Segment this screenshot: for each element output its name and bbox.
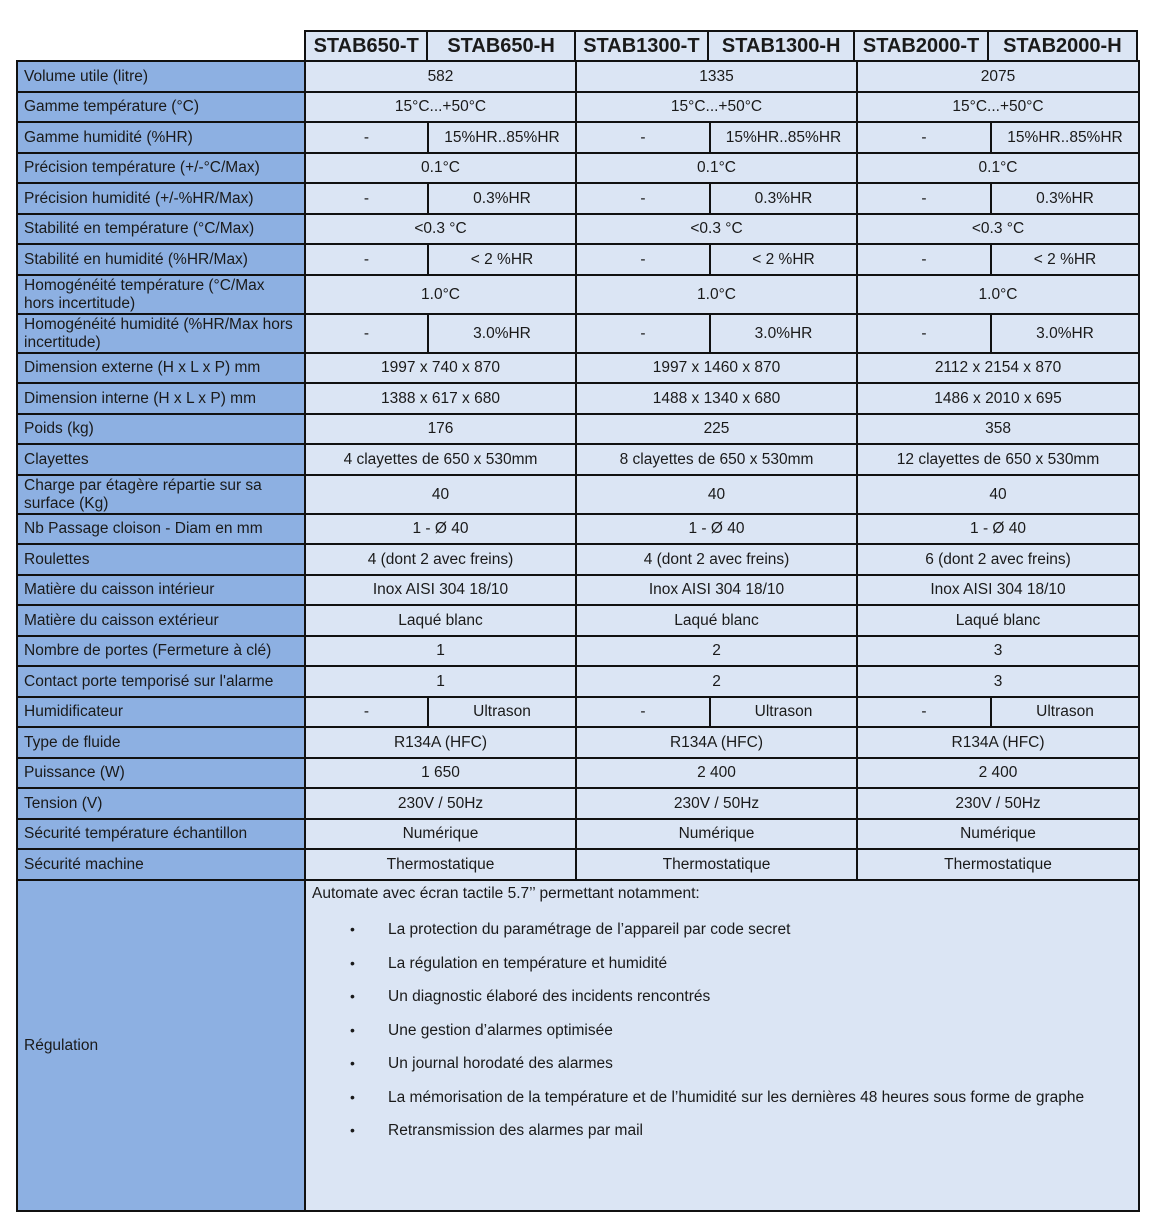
table-row <box>17 214 1139 244</box>
cell-value: 15°C...+50°C <box>576 92 857 122</box>
cell-value: 40 <box>576 475 857 514</box>
model-header-stab1300-h: STAB1300-H <box>709 32 855 60</box>
table-row <box>17 819 1139 849</box>
table-row <box>17 475 1139 514</box>
row-label-nombre-de-portes-fermeture-a-cle: Nombre de portes (Fermeture à clé) <box>17 636 305 666</box>
bullet-icon: • <box>350 1021 355 1038</box>
cell-value: 0.1°C <box>576 153 857 183</box>
row-label-regulation: Régulation <box>17 880 305 1211</box>
cell-value: 1.0°C <box>305 275 576 314</box>
table-row <box>17 727 1139 758</box>
list-item-text: Retransmission des alarmes par mail <box>388 1122 643 1139</box>
cell-value: 0.3%HR <box>428 183 576 214</box>
model-header-stab2000-t: STAB2000-T <box>855 32 988 60</box>
cell-value: 1486 x 2010 x 695 <box>857 383 1139 414</box>
cell-value: 15°C...+50°C <box>305 92 576 122</box>
list-item <box>312 1047 1132 1081</box>
cell-value: 40 <box>305 475 576 514</box>
cell-value: - <box>576 183 710 214</box>
table-row <box>17 697 1139 727</box>
row-label-matiere-du-caisson-exterieur: Matière du caisson extérieur <box>17 605 305 636</box>
cell-value: 1 - Ø 40 <box>857 514 1139 544</box>
cell-value: 40 <box>857 475 1139 514</box>
table-row <box>17 92 1139 122</box>
cell-value: 1 650 <box>305 758 576 788</box>
list-item-text: La protection du paramétrage de l’appareil par code secret <box>388 921 791 938</box>
cell-value: 3.0%HR <box>710 314 857 353</box>
cell-value: Numérique <box>305 819 576 849</box>
cell-value: 3.0%HR <box>991 314 1139 353</box>
cell-value: 2 <box>576 636 857 666</box>
regulation-description <box>305 880 1139 1211</box>
cell-value: < 2 %HR <box>710 244 857 275</box>
cell-value: - <box>857 244 991 275</box>
cell-value: 8 clayettes de 650 x 530mm <box>576 444 857 475</box>
table-row <box>17 61 1139 92</box>
table-row <box>17 666 1139 697</box>
row-label-precision-temperature-c-max: Précision température (+/-°C/Max) <box>17 153 305 183</box>
cell-value: 358 <box>857 414 1139 444</box>
list-item <box>312 947 1132 981</box>
model-header-row <box>304 30 1138 60</box>
cell-value: 15%HR..85%HR <box>991 122 1139 153</box>
table-row <box>17 153 1139 183</box>
cell-value: Thermostatique <box>857 849 1139 880</box>
cell-value: R134A (HFC) <box>857 727 1139 758</box>
list-item <box>312 980 1132 1014</box>
table-row <box>17 544 1139 575</box>
bullet-icon: • <box>350 988 355 1004</box>
cell-value: 2112 x 2154 x 870 <box>857 353 1139 383</box>
cell-value: Ultrason <box>428 697 576 727</box>
cell-value: < 2 %HR <box>991 244 1139 275</box>
cell-value: 3.0%HR <box>428 314 576 353</box>
row-label-tension-v: Tension (V) <box>17 788 305 819</box>
table-row <box>17 605 1139 636</box>
row-label-homogeneite-temperature-c-max-hors-incertitude: Homogénéité température (°C/Max hors incertitude) <box>17 275 305 314</box>
table-row <box>17 514 1139 544</box>
row-label-clayettes: Clayettes <box>17 444 305 475</box>
cell-value: 1 - Ø 40 <box>576 514 857 544</box>
list-item-text: Une gestion d’alarmes optimisée <box>388 1021 613 1039</box>
bullet-icon: • <box>350 1122 355 1138</box>
cell-value: 582 <box>305 61 576 92</box>
cell-value: 0.1°C <box>857 153 1139 183</box>
cell-value: <0.3 °C <box>576 214 857 244</box>
table-row <box>17 636 1139 666</box>
bullet-icon: • <box>350 1055 355 1071</box>
cell-value: 225 <box>576 414 857 444</box>
cell-value: Thermostatique <box>576 849 857 880</box>
table-row <box>17 383 1139 414</box>
cell-value: 2 400 <box>576 758 857 788</box>
table-row <box>17 444 1139 475</box>
row-label-gamme-humidite-hr: Gamme humidité (%HR) <box>17 122 305 153</box>
table-row <box>17 244 1139 275</box>
cell-value: Inox AISI 304 18/10 <box>305 575 576 605</box>
cell-value: - <box>576 244 710 275</box>
regulation-feature-list <box>312 913 1132 1148</box>
cell-value: 0.3%HR <box>710 183 857 214</box>
cell-value: Ultrason <box>710 697 857 727</box>
cell-value: - <box>576 314 710 353</box>
cell-value: 2 <box>576 666 857 697</box>
cell-value: Numérique <box>857 819 1139 849</box>
cell-value: <0.3 °C <box>305 214 576 244</box>
cell-value: Laqué blanc <box>305 605 576 636</box>
table-row <box>17 575 1139 605</box>
cell-value: R134A (HFC) <box>576 727 857 758</box>
cell-value: Thermostatique <box>305 849 576 880</box>
row-label-type-de-fluide: Type de fluide <box>17 727 305 758</box>
list-item-text: Un diagnostic élaboré des incidents rencontrés <box>388 988 711 1005</box>
model-header-stab2000-h: STAB2000-H <box>989 32 1136 60</box>
table-row <box>17 275 1139 314</box>
cell-value: 1 <box>305 636 576 666</box>
row-label-securite-machine: Sécurité machine <box>17 849 305 880</box>
row-label-stabilite-en-temperature-c-max: Stabilité en température (°C/Max) <box>17 214 305 244</box>
cell-value: R134A (HFC) <box>305 727 576 758</box>
row-label-roulettes: Roulettes <box>17 544 305 575</box>
cell-value: - <box>857 183 991 214</box>
model-header-stab650-t: STAB650-T <box>306 32 428 60</box>
cell-value: 4 clayettes de 650 x 530mm <box>305 444 576 475</box>
row-label-gamme-temperature-c: Gamme température (°C) <box>17 92 305 122</box>
cell-value: - <box>857 314 991 353</box>
cell-value: 1335 <box>576 61 857 92</box>
row-label-charge-par-etagere-repartie-sur-sa-surface-kg: Charge par étagère répartie sur sa surface (Kg) <box>17 475 305 514</box>
regulation-intro: Automate avec écran tactile 5.7’’ permettant notamment: <box>312 885 700 902</box>
cell-value: 2075 <box>857 61 1139 92</box>
list-item-text: Un journal horodaté des alarmes <box>388 1055 613 1072</box>
cell-value: 15%HR..85%HR <box>710 122 857 153</box>
cell-value: 3 <box>857 666 1139 697</box>
cell-value: 230V / 50Hz <box>305 788 576 819</box>
table-row <box>17 788 1139 819</box>
row-label-precision-humidite-hr-max: Précision humidité (+/-%HR/Max) <box>17 183 305 214</box>
table-row <box>17 758 1139 788</box>
cell-value: 6 (dont 2 avec freins) <box>857 544 1139 575</box>
cell-value: Laqué blanc <box>576 605 857 636</box>
cell-value: 12 clayettes de 650 x 530mm <box>857 444 1139 475</box>
cell-value: 1 <box>305 666 576 697</box>
cell-value: - <box>857 122 991 153</box>
cell-value: 1997 x 1460 x 870 <box>576 353 857 383</box>
cell-value: Laqué blanc <box>857 605 1139 636</box>
cell-value: Numérique <box>576 819 857 849</box>
cell-value: 0.3%HR <box>991 183 1139 214</box>
table-row <box>17 122 1139 153</box>
row-label-homogeneite-humidite-hr-max-hors-incertitude: Homogénéité humidité (%HR/Max hors incertitude) <box>17 314 305 353</box>
row-label-nb-passage-cloison-diam-en-mm: Nb Passage cloison - Diam en mm <box>17 514 305 544</box>
cell-value: 4 (dont 2 avec freins) <box>576 544 857 575</box>
cell-value: 230V / 50Hz <box>857 788 1139 819</box>
cell-value: 0.1°C <box>305 153 576 183</box>
table-row <box>17 849 1139 880</box>
cell-value: 3 <box>857 636 1139 666</box>
table-row-regulation <box>17 880 1139 1211</box>
spec-table <box>16 60 1140 1212</box>
cell-value: 15°C...+50°C <box>857 92 1139 122</box>
cell-value: <0.3 °C <box>857 214 1139 244</box>
cell-value: < 2 %HR <box>428 244 576 275</box>
table-row <box>17 353 1139 383</box>
list-item-text: La mémorisation de la température et de l’humidité sur les dernières 48 heures sous forme de graphe <box>388 1088 1085 1106</box>
list-item <box>312 913 1132 947</box>
table-row <box>17 314 1139 353</box>
row-label-poids-kg: Poids (kg) <box>17 414 305 444</box>
list-item <box>312 1081 1132 1115</box>
cell-value: 1997 x 740 x 870 <box>305 353 576 383</box>
bullet-icon: • <box>350 1088 355 1105</box>
model-header-stab1300-t: STAB1300-T <box>576 32 709 60</box>
cell-value: - <box>305 244 428 275</box>
cell-value: Ultrason <box>991 697 1139 727</box>
cell-value: - <box>576 697 710 727</box>
cell-value: 2 400 <box>857 758 1139 788</box>
cell-value: 4 (dont 2 avec freins) <box>305 544 576 575</box>
row-label-humidificateur: Humidificateur <box>17 697 305 727</box>
cell-value: - <box>305 314 428 353</box>
row-label-puissance-w: Puissance (W) <box>17 758 305 788</box>
table-row <box>17 414 1139 444</box>
cell-value: 1488 x 1340 x 680 <box>576 383 857 414</box>
row-label-stabilite-en-humidite-hr-max: Stabilité en humidité (%HR/Max) <box>17 244 305 275</box>
row-label-dimension-externe-h-x-l-x-p-mm: Dimension externe (H x L x P) mm <box>17 353 305 383</box>
cell-value: 230V / 50Hz <box>576 788 857 819</box>
list-item <box>312 1014 1132 1048</box>
cell-value: Inox AISI 304 18/10 <box>857 575 1139 605</box>
cell-value: - <box>305 122 428 153</box>
cell-value: - <box>305 183 428 214</box>
bullet-icon: • <box>350 921 355 937</box>
row-label-dimension-interne-h-x-l-x-p-mm: Dimension interne (H x L x P) mm <box>17 383 305 414</box>
row-label-contact-porte-temporise-sur-l-alarme: Contact porte temporisé sur l'alarme <box>17 666 305 697</box>
cell-value: - <box>305 697 428 727</box>
model-header-stab650-h: STAB650-H <box>428 32 575 60</box>
row-label-volume-utile-litre: Volume utile (litre) <box>17 61 305 92</box>
cell-value: 1.0°C <box>857 275 1139 314</box>
cell-value: 1388 x 617 x 680 <box>305 383 576 414</box>
cell-value: 176 <box>305 414 576 444</box>
cell-value: 15%HR..85%HR <box>428 122 576 153</box>
cell-value: - <box>857 697 991 727</box>
bullet-icon: • <box>350 954 355 971</box>
table-row <box>17 183 1139 214</box>
cell-value: Inox AISI 304 18/10 <box>576 575 857 605</box>
cell-value: 1 - Ø 40 <box>305 514 576 544</box>
list-item <box>312 1114 1132 1148</box>
row-label-matiere-du-caisson-interieur: Matière du caisson intérieur <box>17 575 305 605</box>
cell-value: - <box>576 122 710 153</box>
cell-value: 1.0°C <box>576 275 857 314</box>
list-item-text: La régulation en température et humidité <box>388 954 668 972</box>
row-label-securite-temperature-echantillon: Sécurité température échantillon <box>17 819 305 849</box>
